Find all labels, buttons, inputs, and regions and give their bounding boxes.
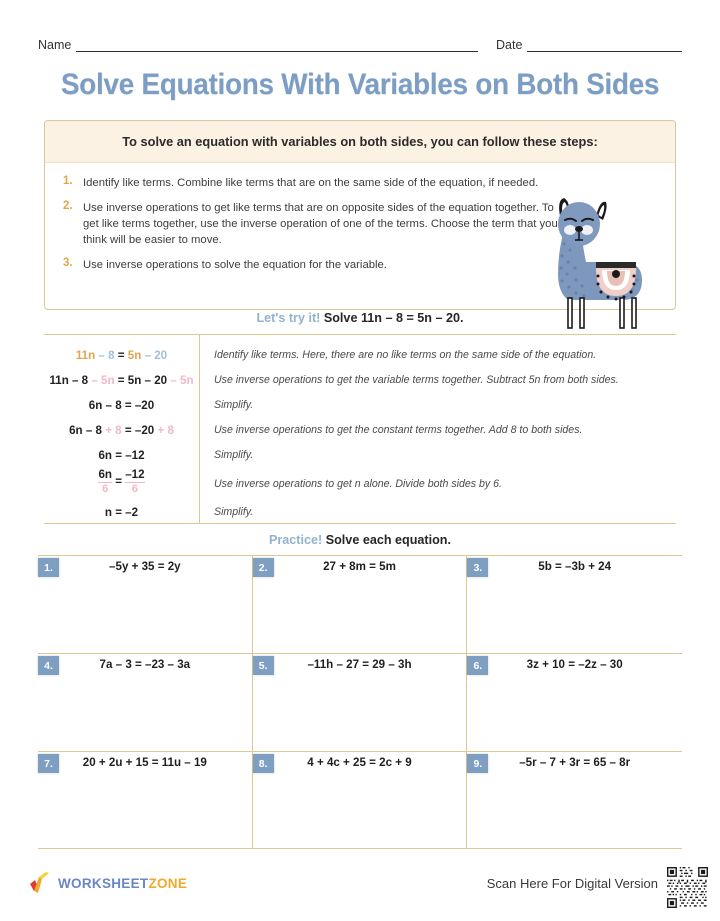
example-description-row: Simplify. bbox=[214, 506, 254, 518]
name-field-group bbox=[38, 38, 478, 52]
example-prompt: Solve 11n – 8 = 5n – 20. bbox=[323, 311, 464, 325]
step-text: Use inverse operations to solve the equation for the variable. bbox=[83, 259, 387, 272]
practice-header bbox=[0, 533, 720, 547]
fraction-right-denominator: 6 bbox=[125, 482, 144, 495]
problem-equation: –5y + 35 = 2y bbox=[109, 560, 181, 573]
fraction-left-numerator: 6n bbox=[98, 468, 112, 481]
practice-cell[interactable] bbox=[467, 556, 682, 653]
fraction-equals: = bbox=[115, 474, 122, 488]
example-description-row: Simplify. bbox=[214, 399, 254, 411]
problem-number-badge: 9. bbox=[467, 754, 488, 773]
problem-equation: –5r – 7 + 3r = 65 – 8r bbox=[519, 756, 631, 769]
fraction-left bbox=[98, 469, 112, 495]
step-text: Use inverse operations to get like terms that are on opposite sides of the equation together. To get like terms together, use the inverse operation of one of the terms. Choose the term that you think will be easier to move. bbox=[83, 202, 558, 247]
example-equations-column bbox=[44, 335, 200, 523]
practice-row bbox=[38, 555, 682, 653]
problem-equation: 27 + 8m = 5m bbox=[323, 560, 396, 573]
practice-cell[interactable] bbox=[38, 752, 253, 848]
practice-cell[interactable] bbox=[253, 752, 468, 848]
date-label: Date bbox=[496, 38, 523, 52]
practice-accent-label: Practice! bbox=[269, 533, 323, 547]
worked-example-table bbox=[44, 334, 676, 524]
example-equation-row-fraction bbox=[44, 468, 199, 500]
example-equation-row: 6n = –12 bbox=[98, 449, 145, 462]
problem-equation: –11h – 27 = 29 – 3h bbox=[307, 658, 412, 671]
problem-number-badge: 5. bbox=[253, 656, 274, 675]
problem-number-badge: 2. bbox=[253, 558, 274, 577]
problem-number-badge: 6. bbox=[467, 656, 488, 675]
practice-row bbox=[38, 751, 682, 849]
example-descriptions-column bbox=[200, 335, 676, 523]
example-equation-row: 11n – 8 – 5n = 5n – 20 – 5n bbox=[49, 374, 194, 387]
name-input-line[interactable] bbox=[76, 40, 478, 52]
qr-code-icon[interactable] bbox=[667, 867, 708, 908]
example-accent-label: Let's try it! bbox=[256, 311, 321, 325]
example-description-row: Use inverse operations to get the constant terms together. Add 8 to both sides. bbox=[214, 424, 583, 436]
fraction-left-denominator: 6 bbox=[98, 482, 112, 495]
practice-cell[interactable] bbox=[253, 654, 468, 751]
practice-cell[interactable] bbox=[253, 556, 468, 653]
example-equation-row: 6n – 8 = –20 bbox=[88, 399, 155, 412]
footer bbox=[0, 865, 720, 907]
problem-number-badge: 3. bbox=[467, 558, 488, 577]
name-label: Name bbox=[38, 38, 72, 52]
scan-label: Scan Here For Digital Version bbox=[486, 876, 658, 891]
practice-row bbox=[38, 653, 682, 751]
example-description-row: Simplify. bbox=[214, 449, 254, 461]
practice-cell[interactable] bbox=[38, 654, 253, 751]
page-title: Solve Equations With Variables on Both Sides bbox=[60, 68, 660, 101]
worksheet-zone-logo[interactable] bbox=[28, 871, 187, 895]
problem-equation: 3z + 10 = –2z – 30 bbox=[526, 658, 623, 671]
name-date-row bbox=[38, 38, 682, 52]
example-equation-row: 11n – 8 = 5n – 20 bbox=[75, 349, 168, 362]
date-input-line[interactable] bbox=[527, 40, 682, 52]
example-description-row: Identify like terms. Here, there are no like terms on the same side of the equation. bbox=[214, 349, 597, 361]
problem-number-badge: 7. bbox=[38, 754, 59, 773]
practice-cell[interactable] bbox=[467, 752, 682, 848]
problem-number-badge: 4. bbox=[38, 656, 59, 675]
step-number: 3. bbox=[63, 257, 73, 270]
fraction-right bbox=[125, 469, 144, 495]
practice-prompt: Solve each equation. bbox=[325, 533, 451, 547]
problem-equation: 5b = –3b + 24 bbox=[538, 560, 612, 573]
step-text: Identify like terms. Combine like terms that are on the same side of the equation, if needed. bbox=[83, 177, 539, 189]
step-number: 2. bbox=[63, 200, 73, 213]
logo-text bbox=[58, 876, 187, 891]
step-number: 1. bbox=[63, 175, 73, 187]
example-description-row: Use inverse operations to get n alone. Divide both sides by 6. bbox=[214, 478, 502, 490]
practice-cell[interactable] bbox=[38, 556, 253, 653]
problem-equation: 7a – 3 = –23 – 3a bbox=[99, 658, 191, 671]
fraction-right-numerator: –12 bbox=[125, 468, 145, 481]
example-header bbox=[0, 311, 720, 325]
problem-equation: 4 + 4c + 25 = 2c + 9 bbox=[307, 756, 412, 769]
practice-cell[interactable] bbox=[467, 654, 682, 751]
problem-number-badge: 8. bbox=[253, 754, 274, 773]
instruction-step bbox=[63, 175, 657, 191]
date-field-group bbox=[496, 38, 682, 52]
problem-equation: 20 + 2u + 15 = 11u – 19 bbox=[82, 756, 207, 769]
logo-checkmark-icon bbox=[28, 871, 52, 895]
logo-text-zone: ZONE bbox=[148, 875, 188, 891]
example-description-row: Use inverse operations to get the variable terms together. Subtract 5n from both sides. bbox=[214, 374, 619, 386]
problem-number-badge: 1. bbox=[38, 558, 59, 577]
logo-text-worksheet: WORKSHEET bbox=[58, 875, 149, 891]
example-equation-row: 6n – 8 + 8 = –20 + 8 bbox=[69, 424, 174, 437]
instructions-heading: To solve an equation with variables on both sides, you can follow these steps: bbox=[45, 121, 675, 163]
practice-grid bbox=[38, 555, 682, 849]
example-equation-row: n = –2 bbox=[104, 506, 139, 519]
